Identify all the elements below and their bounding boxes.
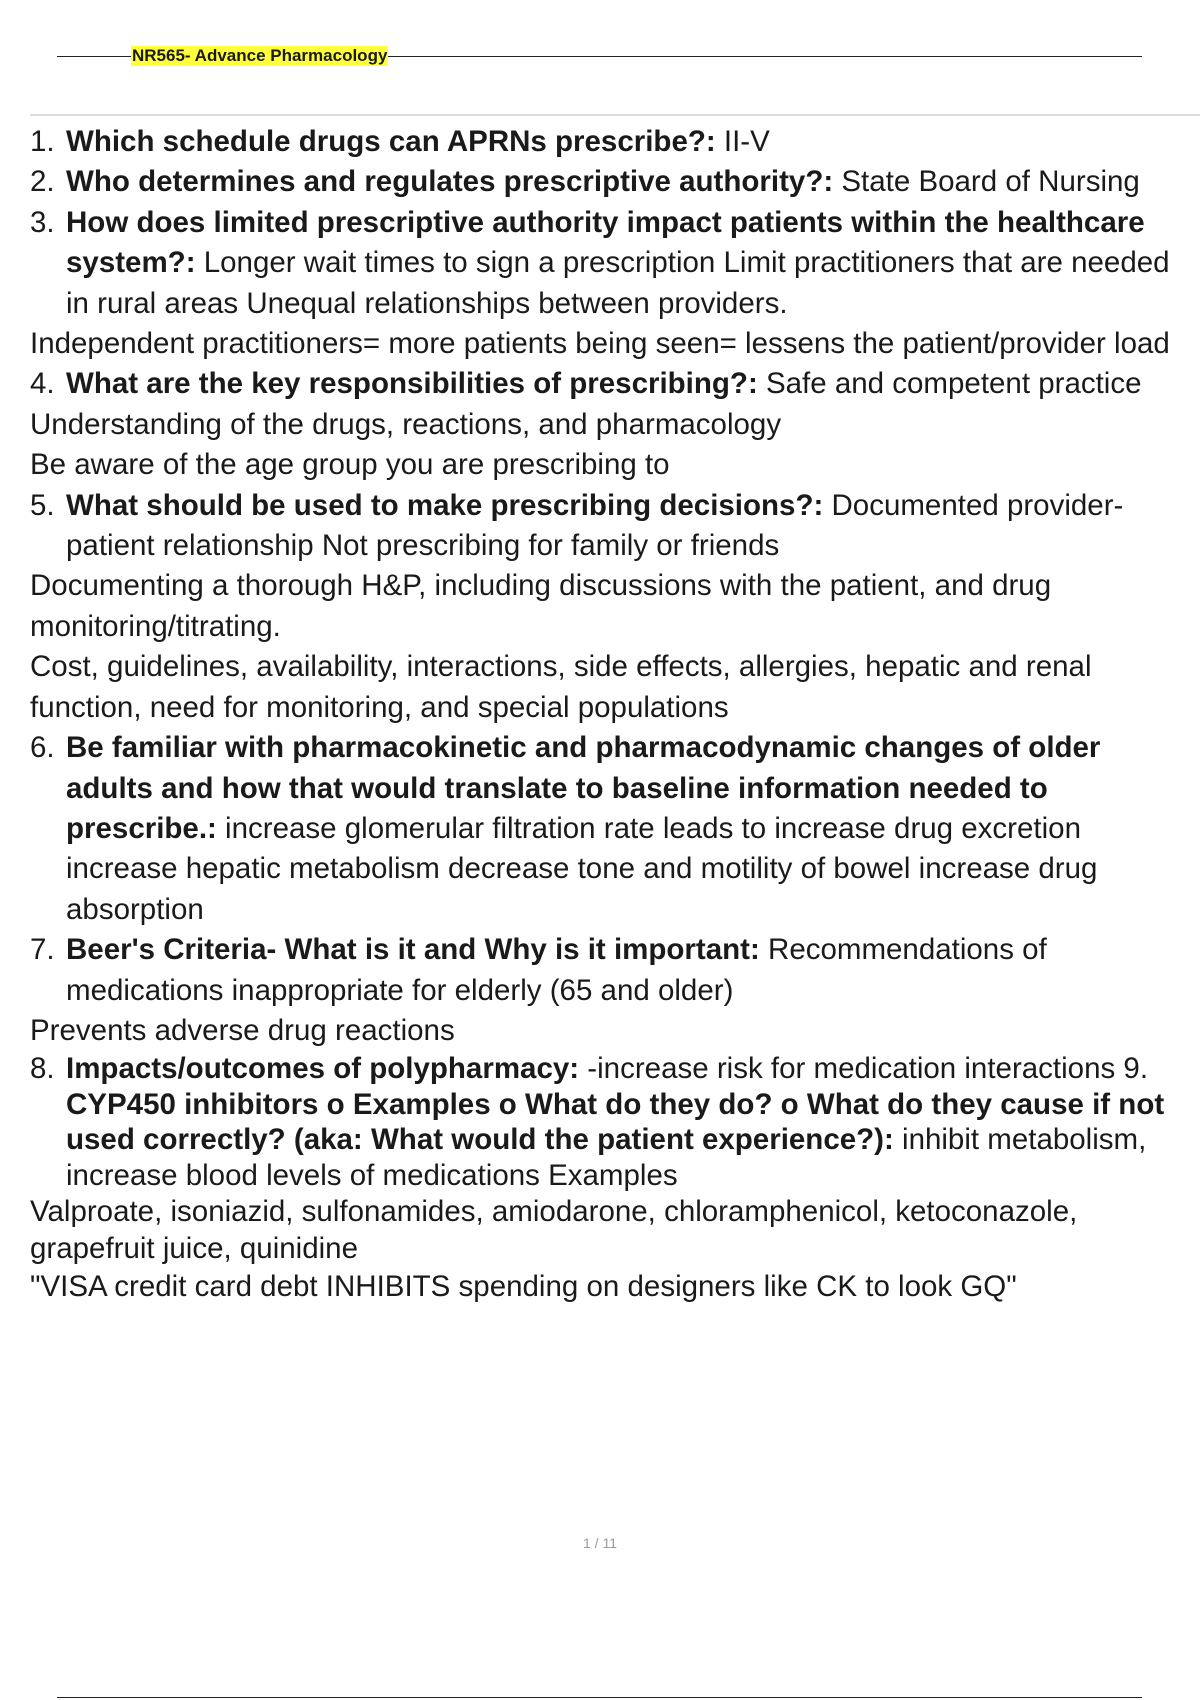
note-text: Cost, guidelines, availability, interactions, side effects, allergies, hepatic and renal function, need for monitoring, and special populations [30, 650, 1092, 724]
list-item [30, 930, 1195, 1011]
question-text: What are the key responsibilities of prescribing?: [66, 367, 758, 401]
item-number: 4. [30, 367, 55, 401]
answer-text: Documented provider-patient relationship Not prescribing for family or friends [66, 488, 1124, 563]
document-header [57, 46, 1142, 66]
page-number: 1 / 11 [583, 1535, 617, 1551]
document-body [30, 122, 1195, 1308]
item-number: 8. [30, 1052, 55, 1086]
question-text: What should be used to make prescribing decisions?: [66, 488, 824, 522]
list-item [30, 486, 1195, 567]
list-item [30, 728, 1195, 930]
note-text: Prevents adverse drug reactions [30, 1013, 455, 1047]
top-divider [30, 114, 1200, 116]
answer-text: increase glomerular filtration rate leads to increase drug excretion increase hepatic metabolism decrease tone and motility of bowel increase drug absorption [66, 811, 1098, 926]
bottom-rule [57, 1697, 1142, 1698]
note-text: Documenting a thorough H&P, including discussions with the patient, and drug monitoring/titrating. [30, 569, 1052, 643]
question-text: Which schedule drugs can APRNs prescribe?: [66, 125, 716, 158]
question-text: How does limited prescriptive authority impact patients within the healthcare system?: [66, 205, 1145, 280]
answer-text: State Board of Nursing [833, 165, 1140, 199]
note-text: Understanding of the drugs, reactions, and pharmacology [30, 407, 782, 441]
item-number: 7. [30, 933, 55, 967]
list-item [30, 364, 1195, 404]
question-text: Beer's Criteria- What is it and Why is it important: [66, 933, 760, 967]
answer-text: Recommendations of medications inappropriate for elderly (65 and older) [66, 933, 1047, 1007]
note-text: Be aware of the age group you are prescribing to [30, 448, 670, 482]
item-number: 2. [30, 165, 55, 199]
question-text: CYP450 inhibitors o Examples o What do they do? o What do they cause if not used correctly? (aka: What would the patient experience?): [66, 1087, 1165, 1157]
item-number: 1. [30, 125, 55, 158]
question-text: Impacts/outcomes of polypharmacy: [66, 1052, 580, 1086]
item-number: 5. [30, 488, 55, 522]
list-item [30, 203, 1195, 324]
answer-text: Safe and competent practice [757, 367, 1142, 401]
note-text: Independent practitioners= more patients being seen= lessens the patient/provider load [30, 327, 1170, 361]
note-text: "VISA credit card debt INHIBITS spending on designers like CK to look GQ" [30, 1270, 1017, 1304]
note-text: Valproate, isoniazid, sulfonamides, amiodarone, chloramphenicol, ketoconazole, grapefruit juice, quinidine [30, 1195, 1078, 1266]
answer-text: inhibit metabolism, increase blood levels of medications Examples [66, 1123, 1147, 1192]
list-item [30, 1051, 1195, 1193]
question-text: Who determines and regulates prescriptive authority?: [66, 165, 834, 199]
item-number: 3. [30, 205, 55, 239]
header-title: NR565- Advance Pharmacology [132, 46, 388, 65]
answer-text: -increase risk for medication interactions 9. [579, 1052, 1149, 1086]
answer-text: II-V [715, 125, 770, 158]
list-item [30, 162, 1195, 202]
answer-text: Longer wait times to sign a prescription Limit practitioners that are needed in rural areas Unequal relationships between providers. [66, 246, 1170, 320]
item-number: 6. [30, 731, 55, 765]
list-item [30, 122, 1195, 162]
question-text: Be familiar with pharmacokinetic and pharmacodynamic changes of older adults and how that would translate to baseline information needed to prescribe.: [66, 731, 1101, 845]
